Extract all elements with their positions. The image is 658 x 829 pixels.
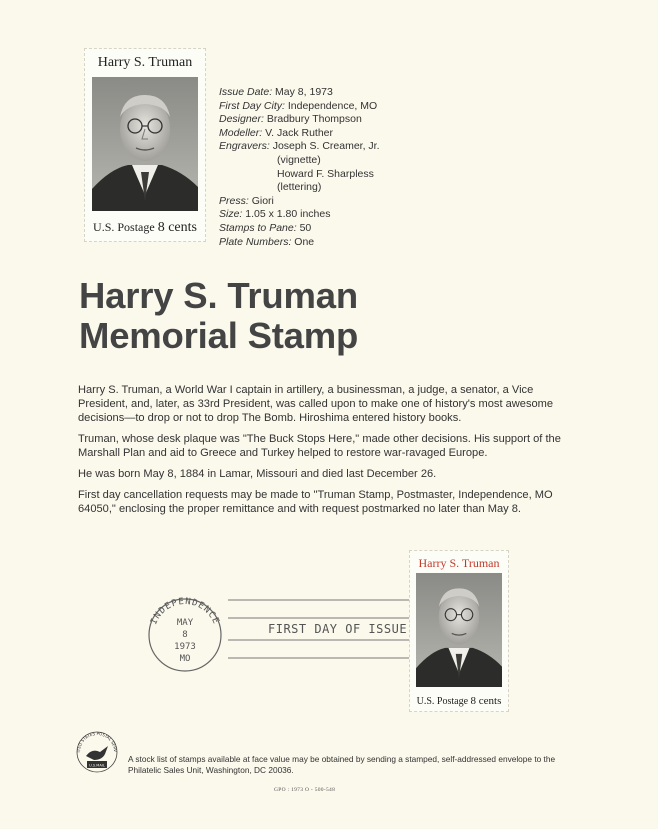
- paragraph: He was born May 8, 1884 in Lamar, Missouri and died last December 26.: [78, 468, 437, 480]
- svg-text:UNITED STATES POSTAL SERVICE: [72, 726, 118, 752]
- size-row: Size: 1.05 x 1.80 inches: [219, 208, 331, 221]
- stamp-small: [409, 550, 509, 712]
- postmark: [140, 590, 230, 680]
- postmark-year: 1973: [174, 642, 196, 652]
- press-row: Press: Giori: [219, 194, 274, 207]
- postmark-state: MO: [179, 654, 191, 664]
- engraver-2-role: (lettering): [277, 181, 322, 194]
- page-title: [79, 276, 599, 356]
- truman-portrait: [92, 77, 198, 211]
- title-line-2: Memorial Stamp: [79, 315, 359, 356]
- paragraph: Truman, whose desk plaque was "The Buck Stops Here," made other decisions. His support of the Marshall Plan and aid to Greece and Turkey helped to restore war-ravaged Europe.: [78, 433, 561, 459]
- stamp-enlarged: [84, 48, 206, 242]
- paragraph: First day cancellation requests may be made to "Truman Stamp, Postmaster, Independence, MO 64050," enclosing the proper remittance and with request postmarked no later than May 8.: [78, 489, 553, 515]
- usps-mail-text: U.S.MAIL: [89, 763, 105, 768]
- stamp-details: [219, 86, 380, 249]
- usps-eagle-icon: [72, 726, 122, 776]
- stamp-name: Harry S. Truman: [418, 556, 500, 570]
- body-text: [78, 383, 583, 523]
- stamp-postage: [85, 220, 205, 236]
- footer-note: A stock list of stamps available at face value may be obtained by sending a stamped, self-addressed envelope to the Philatelic Sales Unit, Washington, DC 20036.: [128, 754, 556, 775]
- first-day-of-issue: FIRST DAY OF ISSUE: [268, 622, 408, 636]
- denomination: 8 cents: [157, 220, 197, 235]
- modeller-row: Modeller: V. Jack Ruther: [219, 126, 334, 139]
- truman-portrait: [416, 573, 502, 687]
- postage-label: U.S. Postage: [93, 220, 155, 234]
- paragraph: Harry S. Truman, a World War I captain in artillery, a businessman, a judge, a senator, a Vice President, and, later, as 33rd President, was called upon to make one of history's most awesome decisions—to drop or not to drop The Bomb. Hiroshima entered history books.: [78, 384, 554, 424]
- issue-date-row: Issue Date: May 8, 1973: [219, 86, 333, 98]
- stamp-postage: [410, 695, 508, 707]
- title-line-1: Harry S. Truman: [79, 275, 358, 316]
- postage-label: U.S. Postage: [416, 696, 469, 707]
- engraver-2: Howard F. Sharpless: [277, 167, 374, 180]
- postmark-day: 8: [182, 630, 188, 640]
- engravers-row: Engravers: Joseph S. Creamer, Jr.: [219, 140, 380, 153]
- first-day-city-row: First Day City: Independence, MO: [219, 99, 378, 112]
- stamp-name: Harry S. Truman: [97, 55, 193, 70]
- designer-row: Designer: Bradbury Thompson: [219, 113, 362, 126]
- usps-text: ITED STATES POSTAL SERV: [75, 730, 119, 753]
- gpo-code: GPO : 1973 O - 500-548: [274, 787, 336, 793]
- stamps-to-pane-row: Stamps to Pane: 50: [219, 221, 312, 234]
- denomination: 8 cents: [470, 695, 502, 707]
- engraver-1-role: (vignette): [277, 153, 321, 166]
- plate-numbers-row: Plate Numbers: One: [219, 235, 315, 248]
- postmark-city: INDEPENDENCE: [149, 596, 221, 627]
- postmark-month: MAY: [176, 618, 194, 628]
